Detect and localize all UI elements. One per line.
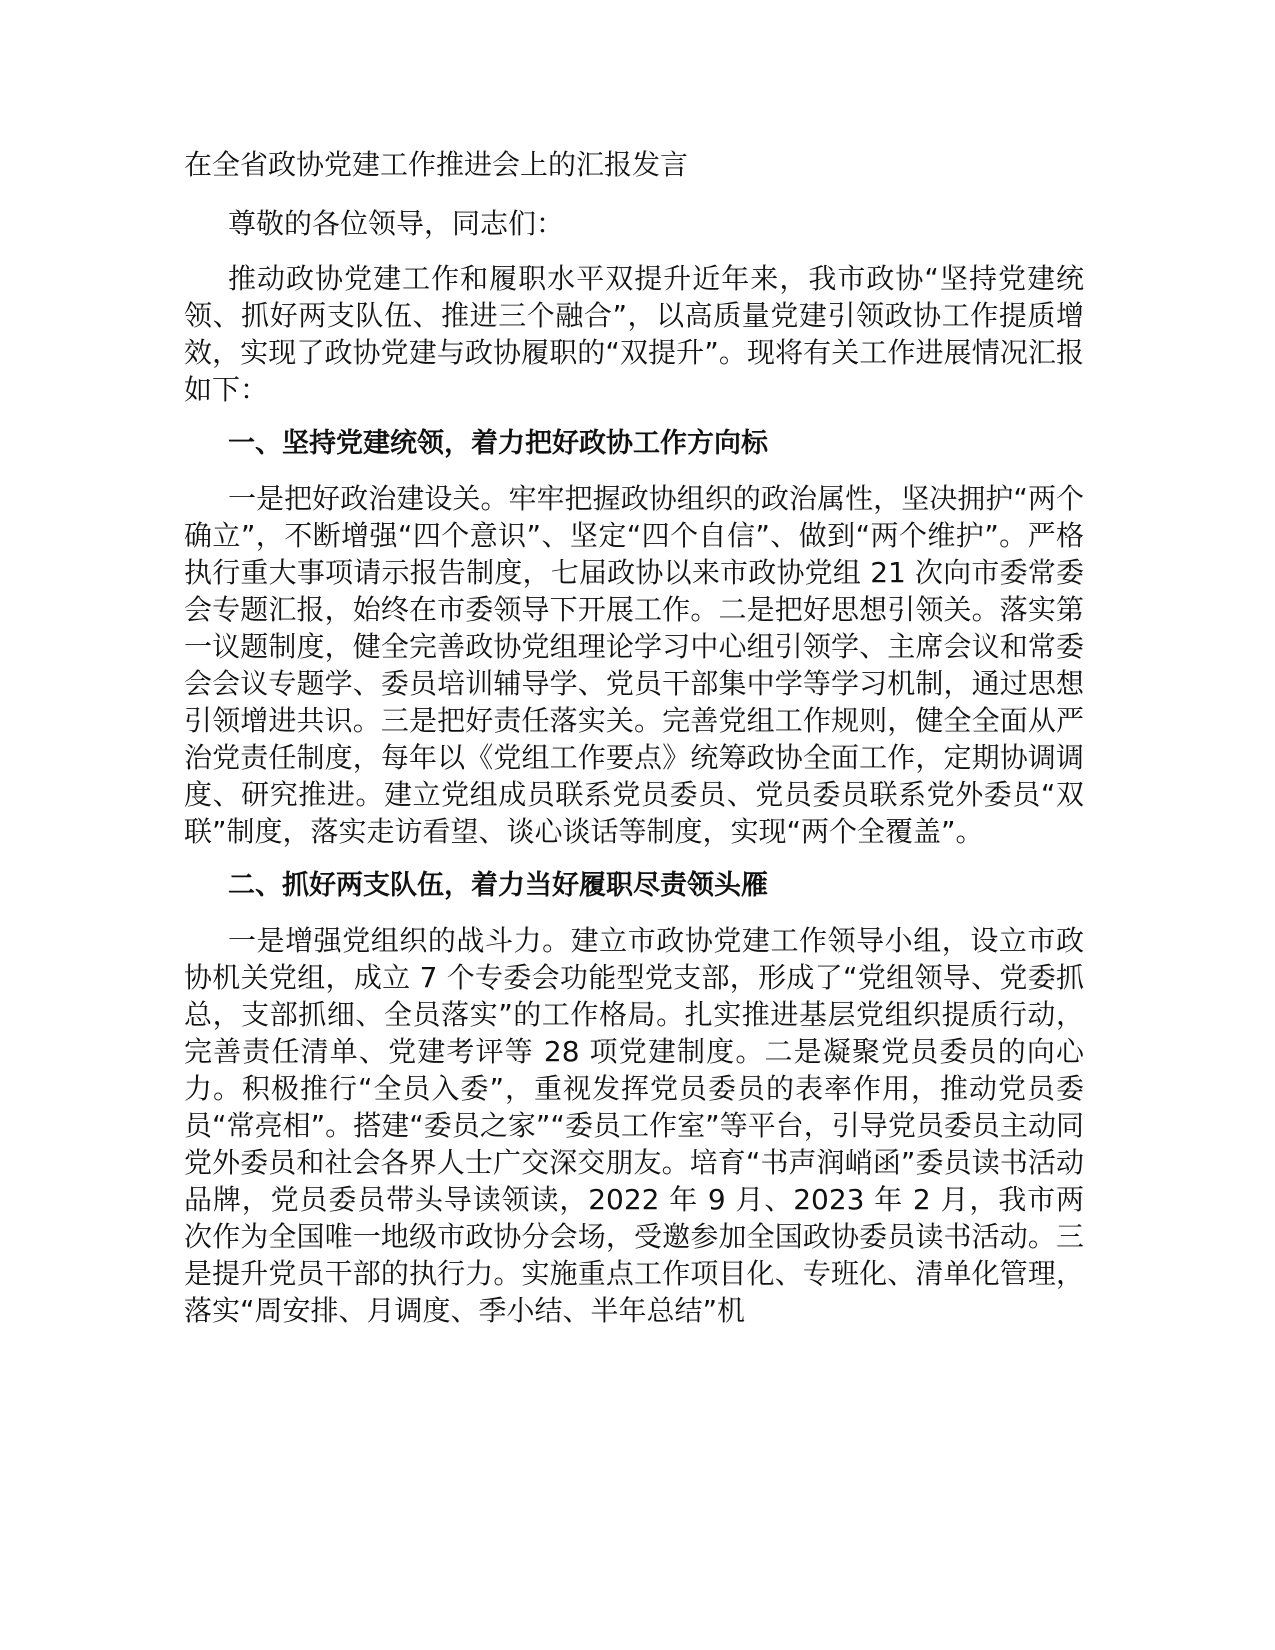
section-1-heading: 一、坚持党建统领，着力把好政协工作方向标 xyxy=(228,428,768,459)
document-page xyxy=(184,147,1084,1347)
greeting-paragraph: 尊敬的各位领导，同志们： xyxy=(228,207,565,240)
section-1-body: 一是把好政治建设关。牢牢把握政协组织的政治属性，坚决拥护“两个确立”，不断增强“四个意识”、坚定“四个自信”、做到“两个维护”。严格执行重大事项请示报告制度，七届政协以来市政协党组 21 次向市委常委会专题汇报，始终在市委领导下开展工作。二是把好思想引领关。落实第一议题制度，健全完善政协党组理论学习中心组引领学、主席会议和常委会会议专题学、委员培训辅导学、党员干部集中学等学习机制，通过思想引领增进共识。三是把好责任落实关。完善党组工作规则，健全全面从严治党责任制度，每年以《党组工作要点》统筹政协全面工作，定期协调调度、研究推进。建立党组成员联系党员委员、党员委员联系党外委员“双联”制度，落实走访看望、谈心谈话等制度，实现“两个全覆盖”。 xyxy=(184,482,1084,848)
document-title: 在全省政协党建工作推进会上的汇报发言 xyxy=(184,148,689,181)
section-2-body: 一是增强党组织的战斗力。建立市政协党建工作领导小组，设立市政协机关党组，成立 7 个专委会功能型党支部，形成了“党组领导、党委抓总，支部抓细、全员落实”的工作格局。扎实推进基层党组织提质行动，完善责任清单、党建考评等 28 项党建制度。二是凝聚党员委员的向心力。积极推行“全员入委”，重视发挥党员委员的表率作用，推动党员委员“常亮相”。搭建“委员之家”“委员工作室”等平台，引导党员委员主动同党外委员和社会各界人士广交深交朋友。培育“书声润峭函”委员读书活动品牌，党员委员带头导读领读，2022 年 9 月、2023 年 2 月，我市两次作为全国唯一地级市政协分会场，受邀参加全国政协委员读书活动。三是提升党员干部的执行力。实施重点工作项目化、专班化、清单化管理，落实“周安排、月调度、季小结、半年总结”机 xyxy=(184,924,1084,1327)
intro-paragraph: 推动政协党建工作和履职水平双提升近年来，我市政协“坚持党建统领、抓好两支队伍、推进三个融合”，以高质量党建引领政协工作提质增效，实现了政协党建与政协履职的“双提升”。现将有关工作进展情况汇报如下： xyxy=(184,262,1084,406)
section-2-heading: 二、抓好两支队伍，着力当好履职尽责领头雁 xyxy=(228,870,768,901)
